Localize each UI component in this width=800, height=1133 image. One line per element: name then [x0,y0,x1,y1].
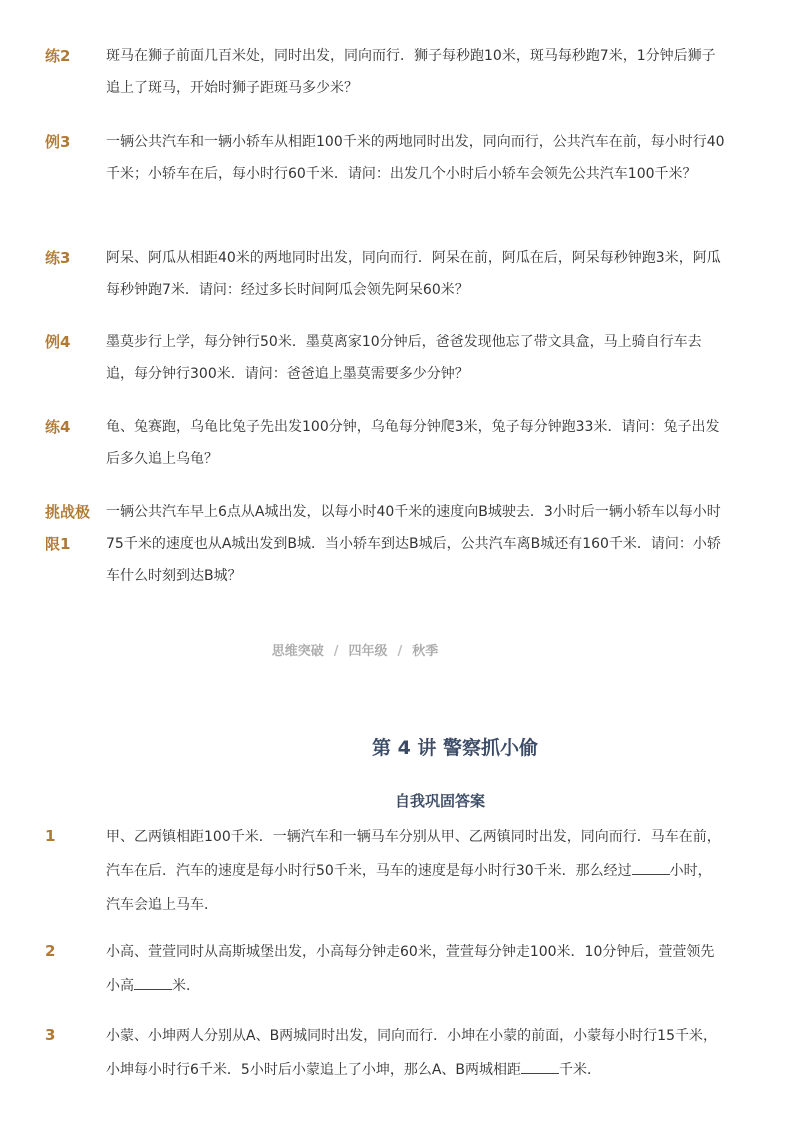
page-footer [0,640,710,659]
answer-text-after: 米． [172,978,200,994]
problem-practice-2 [45,40,725,104]
answer-text [106,1019,725,1087]
problem-label: 例3 [45,133,71,151]
answer-text [106,820,725,922]
answer-text-before: 甲、乙两镇相距100千米．一辆汽车和一辆马车分别从甲、乙两镇同时出发，同向而行．马车在前，汽车在后．汽车的速度是每小时行50千米，马车的速度是每小时行30千米．那么经过 [106,829,721,879]
answer-number: 2 [45,942,56,960]
problem-label: 练4 [45,418,71,436]
problem-label: 挑战极限1 [45,503,91,553]
answer-text [106,935,725,1003]
problem-example-4 [45,326,725,390]
answer-text-after: 千米． [559,1062,601,1078]
problem-text: 龟、兔赛跑，乌龟比兔子先出发100分钟，乌龟每分钟爬3米，兔子每分钟跑33米．请问：兔子出发后多久追上乌龟？ [106,419,720,467]
answer-text-before: 小蒙、小坤两人分别从A、B两城同时出发，同向而行．小坤在小蒙的前面，小蒙每小时行15千米，小坤每小时行6千米．5小时后小蒙追上了小坤，那么A、B两城相距 [106,1028,717,1078]
answer-text-before: 小高、萱萱同时从高斯城堡出发，小高每分钟走60米，萱萱每分钟走100米．10分钟后，萱萱领先小高 [106,944,715,994]
answer-item-3 [45,1019,725,1087]
problem-text: 阿呆、阿瓜从相距40米的两地同时出发，同向而行．阿呆在前，阿瓜在后，阿呆每秒钟跑3米，阿瓜每秒钟跑7米．请问：经过多长时间阿瓜会领先阿呆60米？ [106,250,721,298]
problem-example-3 [45,126,725,190]
footer-separator: / [397,644,403,659]
section-title: 自我巩固答案 [394,792,485,810]
answer-item-2 [45,935,725,1003]
answer-number: 3 [45,1026,56,1044]
problem-label: 练3 [45,249,71,267]
footer-grade: 四年级 [348,644,388,659]
footer-separator: / [333,644,339,659]
answer-number: 1 [45,827,56,845]
chapter-title: 第 4 讲 警察抓小偷 [371,737,539,759]
answer-item-1 [45,820,725,922]
problem-challenge-1 [45,496,725,592]
problem-text: 一辆公共汽车早上6点从A城出发，以每小时40千米的速度向B城驶去．3小时后一辆小轿车以每小时75千米的速度也从A城出发到B城．当小轿车到达B城后，公共汽车离B城还有160千米．请问：小轿车什么时刻到达B城？ [106,504,721,584]
footer-series: 思维突破 [271,644,324,659]
problem-text: 墨莫步行上学，每分钟行50米．墨莫离家10分钟后，爸爸发现他忘了带文具盒，马上骑自行车去追，每分钟行300米．请问：爸爸追上墨莫需要多少分钟？ [106,334,702,382]
problem-text: 斑马在狮子前面几百米处，同时出发，同向而行．狮子每秒跑10米，斑马每秒跑7米，1分钟后狮子追上了斑马，开始时狮子距斑马多少米？ [106,48,716,96]
problem-practice-4 [45,411,725,475]
answer-text-after: 小时，汽车会追上马车． [106,863,712,913]
answer-blank[interactable] [521,1059,559,1074]
answer-blank[interactable] [632,860,670,875]
problem-practice-3 [45,242,725,306]
footer-term: 秋季 [412,644,439,659]
problem-label: 例4 [45,333,71,351]
problem-text: 一辆公共汽车和一辆小轿车从相距100千米的两地同时出发，同向而行，公共汽车在前，每小时行40千米；小轿车在后，每小时行60千米．请问：出发几个小时后小轿车会领先公共汽车100千米？ [106,134,725,182]
answer-blank[interactable] [134,975,172,990]
problem-label: 练2 [45,47,71,65]
